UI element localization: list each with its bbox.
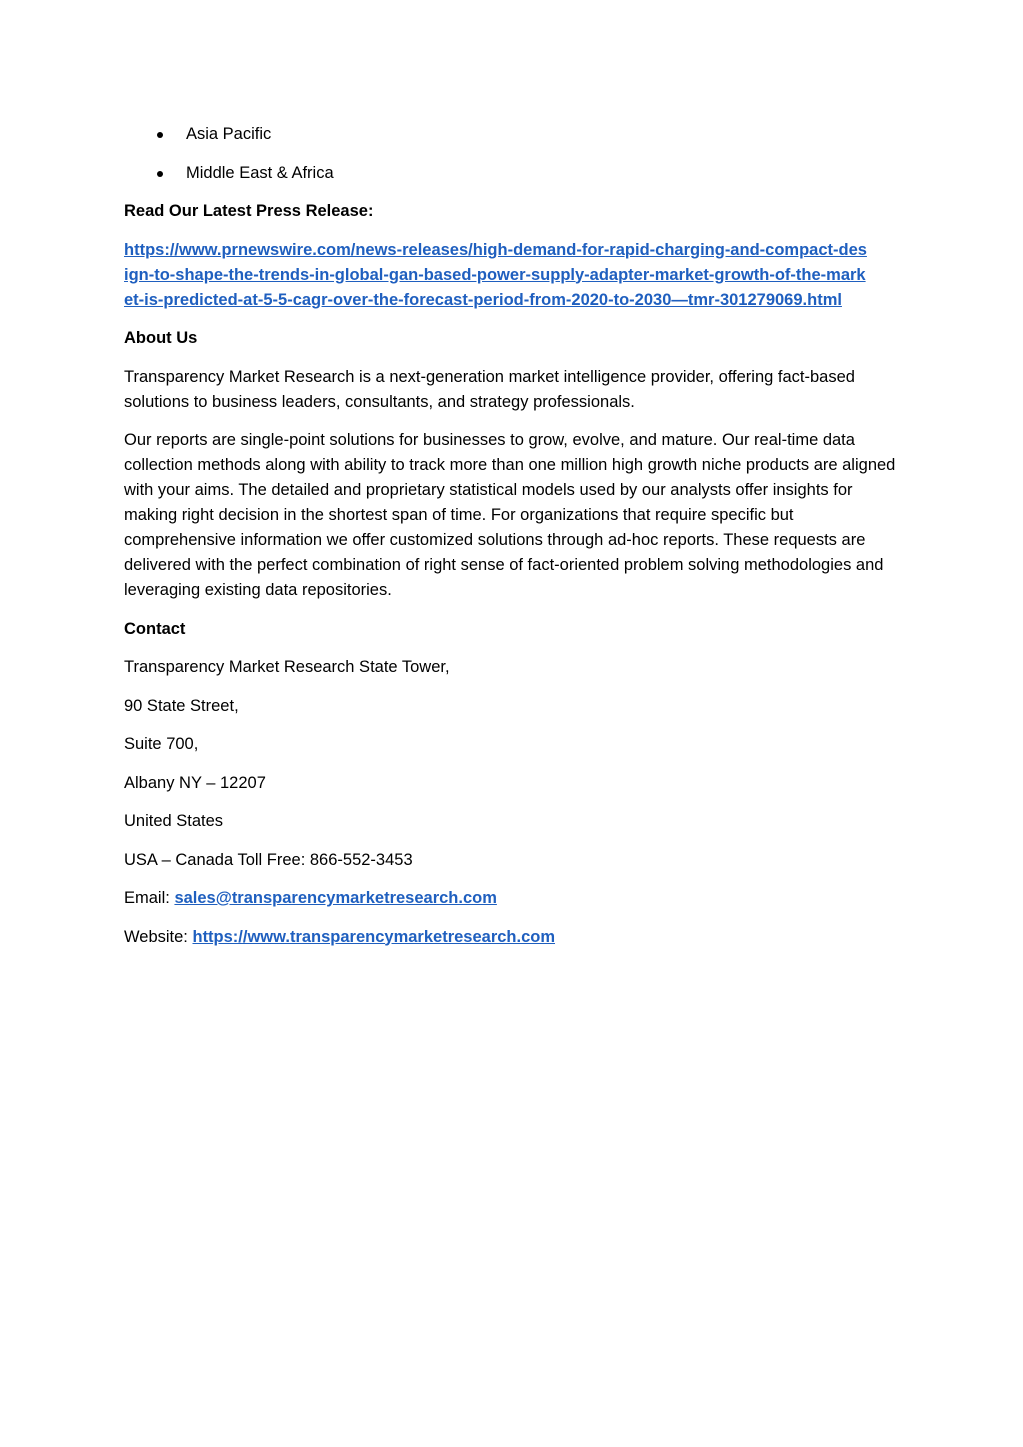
contact-heading: Contact [124,619,186,638]
about-paragraph-1: Transparency Market Research is a next-generation market intelligence provider, offering fact-based solutions to business leaders, consultants, and strategy professionals. [124,367,855,411]
bullet-icon [157,132,163,138]
contact-toll-free: USA – Canada Toll Free: 866-552-3453 [124,850,413,869]
contact-email-row [124,886,904,911]
press-release-paragraph [124,238,869,313]
contact-line-company: Transparency Market Research State Tower, [124,658,450,676]
region-label: Middle East & Africa [186,163,334,182]
contact-line-country: United States [124,812,224,830]
bullet-icon [157,171,163,177]
contact-line-suite: Suite 700, [124,735,199,753]
contact-line-street: 90 State Street, [124,696,239,715]
document-content [124,122,904,963]
press-release-heading: Read Our Latest Press Release: [124,202,374,220]
press-release-link[interactable]: https://www.prnewswire.com/news-releases/high-demand-for-rapid-charging-and-compact-design-to-shape-the-trends-in-global-gan-based-power-supply-adapter-market-growth-of-the-market-is-predicted-at-5-5-cagr-over-the-forecast-period-from-2020-to-2030—tmr-301279069.html [124,240,867,309]
email-link[interactable]: sales@transparencymarketresearch.com [174,889,497,907]
region-list [124,122,904,186]
contact-website-row [124,925,904,950]
website-label: Website: [124,927,193,946]
contact-line-city: Albany NY – 12207 [124,773,266,792]
list-item [124,122,904,147]
list-item [124,161,904,186]
about-heading: About Us [124,329,198,347]
about-paragraph-2: Our reports are single-point solutions for businesses to grow, evolve, and mature. Our real-time data collection methods along with ability to track more than one million high growth niche products are aligned with your aims. The detailed and proprietary statistical models used by our analysts offer insights for making right decision in the shortest span of time. For organizations that require specific but comprehensive information we offer customized solutions through ad-hoc reports. These requests are delivered with the perfect combination of right sense of fact-oriented problem solving methodologies and leveraging existing data repositories. [124,431,896,599]
region-label: Asia Pacific [186,125,272,143]
email-label: Email: [124,889,175,907]
website-link[interactable]: https://www.transparencymarketresearch.com [192,927,556,946]
